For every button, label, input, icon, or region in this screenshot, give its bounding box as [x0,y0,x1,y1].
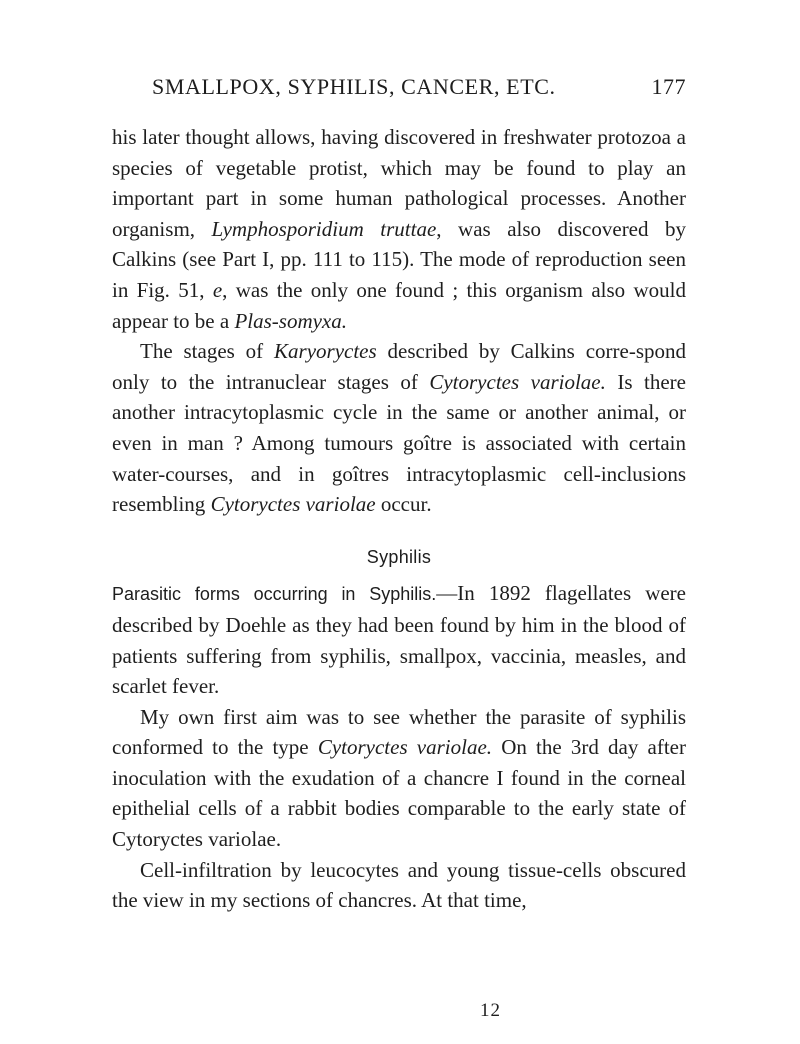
run-in-heading: Parasitic forms occurring in Syphilis. [112,584,437,605]
text-segment: The stages of [140,339,275,364]
signature-mark: 12 [480,1000,501,1021]
text-segment: his later thought allows, having discovered in freshwater protozoa a species of vegetable protist, which may be found to play an important part in some human pathological processes. Another organism, [112,125,686,241]
italic-text: Plas-somyxa. [234,308,347,333]
text-segment: My own first aim was to see whether the parasite of syphilis conformed to the type [112,704,686,760]
text-segment: —In 1892 flagellates were described by Doehle as they had been found by him in the blood of patients suffering from syphilis, smallpox, vaccinia, measles, and scarlet fever. [112,581,686,699]
body-text [112,122,686,916]
page-number: 177 [651,74,686,99]
italic-text: Cytoryctes variolae [210,492,376,517]
paragraph [112,578,686,701]
section-heading: Syphilis [366,546,432,567]
paragraph [112,855,686,916]
text-segment: On the 3rd day after inoculation with the exudation of a chancre I found in the corneal epithelial cells of a rabbit bodies comparable to the early state of Cytoryctes variolae. [112,735,686,852]
italic-text: Cytoryctes variolae. [429,369,606,394]
text-segment: , was the only one found ; this organism also would appear to be a [112,277,686,333]
running-title: SMALLPOX, SYPHILIS, CANCER, ETC. [152,74,556,99]
italic-text: Cytoryctes variolae. [317,735,493,760]
paragraph [112,122,686,336]
text-segment: occur. [375,492,432,517]
text-segment: Is there another intracytoplasmic cycle in the same or another animal, or even in man ? Among tumours goître is associated with certain water-courses, and in goîtres intracytoplasmic cell-inclusions resembling [112,369,686,517]
text-segment: Cell-infiltration by leucocytes and young tissue-cells obscured the view in my sections of chancres. At that time, [112,857,686,913]
section-paragraphs [112,578,686,916]
italic-text: Karyoryctes [274,339,377,364]
intro-paragraphs [112,122,686,520]
italic-text: Lymphosporidium truttae [211,216,437,241]
text-segment: , was also discovered by Calkins (see Part I, pp. 111 to 115). The mode of reproduction seen in Fig. 51, [112,216,687,302]
italic-text: e [212,277,223,302]
text-segment: described by Calkins corre-spond only to the intranuclear stages of [112,339,686,394]
paragraph [112,702,686,855]
running-head [112,74,686,118]
paragraph [112,336,686,520]
document-page [112,60,686,916]
